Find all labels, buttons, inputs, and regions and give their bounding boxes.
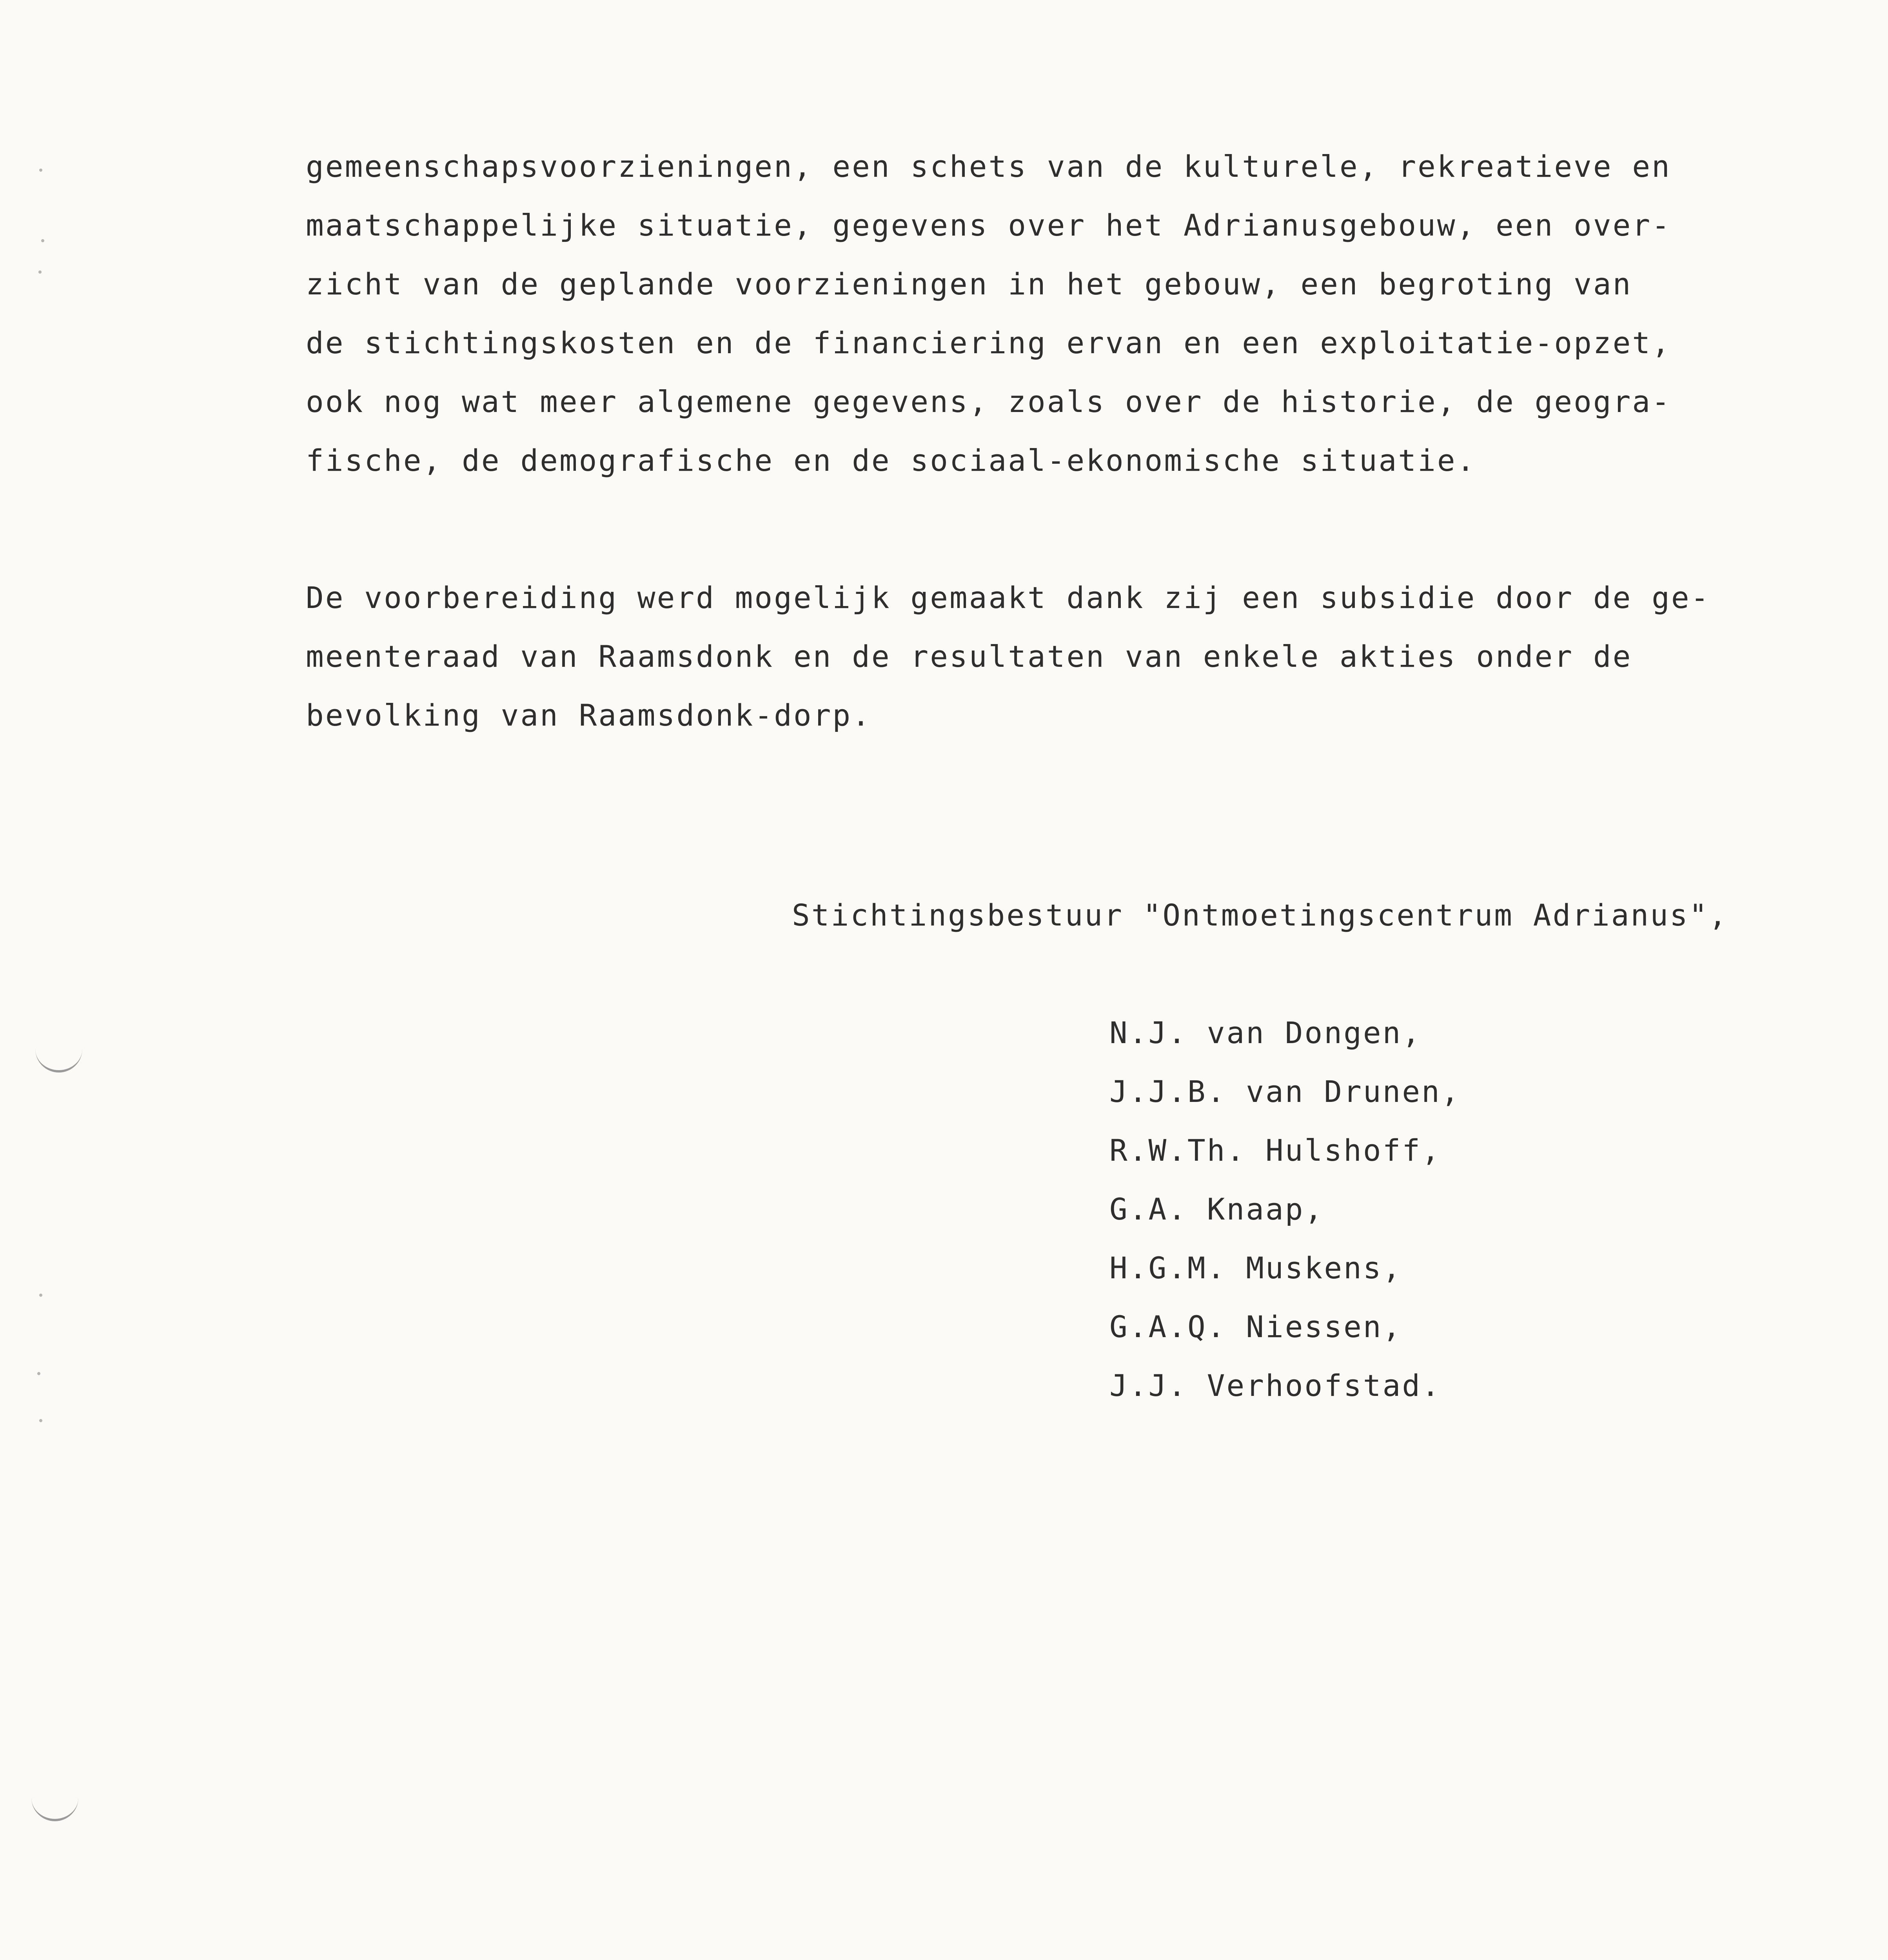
signatory-name: J.J. Verhoofstad. <box>1109 1368 1441 1403</box>
text-line: maatschappelijke situatie, gegevens over het Adrianusgebouw, een over- <box>306 208 1671 243</box>
text-line: meenteraad van Raamsdonk en de resultaten van enkele akties onder de <box>306 639 1632 674</box>
paragraph-description <box>306 149 1795 502</box>
signatory-list <box>1109 1015 1658 1446</box>
scan-speck <box>39 169 42 172</box>
punch-hole-mark-lower <box>31 1788 78 1821</box>
scan-speck <box>38 270 42 274</box>
signature-board-line <box>792 898 1850 945</box>
text-line: ook nog wat meer algemene gegevens, zoals over de historie, de geogra- <box>306 384 1671 419</box>
text-line: bevolking van Raamsdonk-dorp. <box>306 698 871 733</box>
text-line: de stichtingskosten en de financiering ervan en een exploitatie-opzet, <box>306 325 1671 360</box>
scan-speck <box>39 1294 42 1297</box>
signatory-name: G.A.Q. Niessen, <box>1109 1309 1402 1344</box>
signatory-name: G.A. Knaap, <box>1109 1192 1324 1227</box>
text-line: zicht van de geplande voorzieningen in het gebouw, een begroting van <box>306 267 1632 301</box>
scan-speck <box>39 1419 42 1422</box>
text-line: De voorbereiding werd mogelijk gemaakt dank zij een subsidie door de ge- <box>306 580 1710 615</box>
punch-hole-mark-upper <box>35 1027 82 1073</box>
signatory-name: J.J.B. van Drunen, <box>1109 1074 1461 1109</box>
paragraph-preparation <box>306 580 1795 760</box>
text-line: gemeenschapsvoorzieningen, een schets van de kulturele, rekreatieve en <box>306 149 1671 184</box>
text-line: fische, de demografische en de sociaal-ekonomische situatie. <box>306 443 1476 478</box>
board-name: Stichtingsbestuur "Ontmoetingscentrum Adrianus", <box>792 898 1728 933</box>
scan-speck <box>37 1372 40 1375</box>
signatory-name: H.G.M. Muskens, <box>1109 1250 1402 1285</box>
scan-speck <box>41 239 44 242</box>
signatory-name: N.J. van Dongen, <box>1109 1015 1422 1050</box>
signatory-name: R.W.Th. Hulshoff, <box>1109 1133 1441 1168</box>
